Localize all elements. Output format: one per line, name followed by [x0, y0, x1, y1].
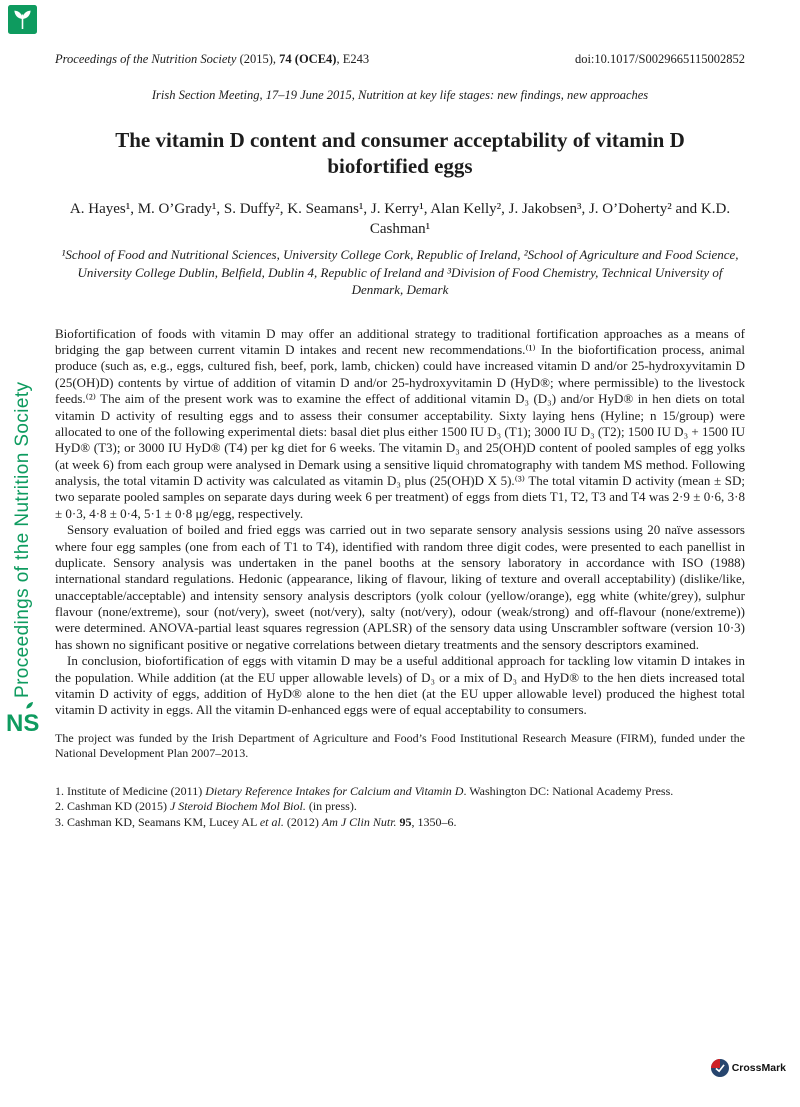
ns-monogram-logo: [6, 699, 44, 739]
ref-text: Cashman KD, Seamans KM, Lucey AL: [64, 814, 260, 829]
journal-name: Proceedings of the Nutrition Society: [55, 52, 237, 66]
crossmark-badge[interactable]: [711, 1059, 786, 1077]
ref-italic: J Steroid Biochem Mol Biol.: [169, 799, 306, 814]
nutrition-society-leaf-logo: [8, 5, 37, 34]
ref-number: 1.: [55, 783, 64, 798]
ref-text-end: . Washington DC: National Academy Press.: [463, 783, 674, 798]
crossmark-icon: [711, 1059, 729, 1077]
ref-italic: et al.: [259, 814, 284, 829]
citation-year: (2015),: [236, 52, 280, 66]
ref-text: Cashman KD (2015): [64, 799, 170, 814]
crossmark-label: CrossMark: [731, 1062, 786, 1074]
article-column: [55, 0, 745, 830]
reference-item-3: 3. Cashman KD, Seamans KM, Lucey AL et al. (2012) Am J Clin Nutr. 95, 1350–6.: [55, 814, 457, 829]
ref-journal-italic: Am J Clin Nutr.: [321, 814, 397, 829]
funding-note: The project was funded by the Irish Department of Agriculture and Food’s Food Institutional Research Measure (FIRM), funded under the National Development Plan 2007–2013.: [55, 730, 745, 760]
ns-logo-icon: [6, 699, 44, 739]
citation-volume: 74 (OCE4): [279, 52, 337, 66]
ref-volume-bold: 95: [399, 814, 412, 829]
doi-text: doi:10.1017/S0029665115002852: [574, 52, 745, 66]
ref-text: Institute of Medicine (2011): [64, 783, 206, 798]
reference-item-1: [55, 784, 745, 800]
abstract-body: [55, 326, 745, 719]
abstract-paragraph-3: In conclusion, biofortification of eggs with vitamin D may be a useful additional approach for tackling low vitamin D intakes in the population. While addition (at the EU upper allowable levels) of D₃ or a mix of D₃ and HyD® to the hen diets increased total vitamin D activity of eggs, addition of HyD® alone to the hen diet (at the EU upper allowable level) produced the highest total vitamin D activity in eggs. All the vitamin D-enhanced eggs were of equal acceptability to consumers.: [55, 653, 745, 718]
meeting-line: Irish Section Meeting, 17–19 June 2015, Nutrition at key life stages: new findings, new approaches: [151, 88, 649, 102]
citation-line: [55, 52, 369, 67]
citation-row: [55, 52, 745, 67]
authors-line: A. Hayes¹, M. O’Grady¹, S. Duffy², K. Seamans¹, J. Kerry¹, Alan Kelly², J. Jakobsen³, J. O’Doherty² and K.D. Cashman¹: [69, 200, 731, 237]
ref-text-end: (in press).: [305, 799, 357, 814]
leaf-icon: [8, 5, 37, 34]
svg-text:NS: NS: [6, 710, 40, 737]
ref-number: 2.: [55, 799, 64, 814]
abstract-paragraph-2: Sensory evaluation of boiled and fried eggs was carried out in two separate sensory analysis sessions using 20 naïve assessors where four egg samples (one from each of T1 to T4), identified with random three digit codes, were presented to each panellist in duplicate. Sensory analysis was undertaken in the panel booths at the sensory laboratory in accordance with ISO (1988) international standard regulations. Hedonic (appearance, liking of flavour, liking of texture and overall acceptability) (dislike/like, unacceptable/acceptable) and intensity sensory analysis descriptors (yolk colour (yellow/orange), egg white (white/grey), sulphur flavour (none/extreme), sour (not/very), sweet (not/very), salty (not/very), odour (weak/strong) and off-flavour (none/extreme)) were determined. ANOVA-partial least squares regression (APLSR) of the sensory data using Unscrambler software (version 10·3) has shown no significant positive or negative correlations between dietary treatments and the sensory descriptors examined.: [55, 522, 745, 652]
sidebar-journal-title: Proceedings of the Nutrition Society: [12, 381, 33, 698]
ref-number: 3.: [55, 814, 64, 829]
reference-list: [55, 784, 745, 831]
ref-italic: Dietary Reference Intakes for Calcium and Vitamin D: [205, 783, 464, 798]
affiliations: ¹School of Food and Nutritional Sciences, University College Cork, Republic of Ireland, ²School of Agriculture and Food Science, University College Dublin, Belfield, Dublin 4, Republic of Ireland and ³Division of Food Chemistry, Technical University of Denmark, Demark: [61, 247, 739, 298]
citation-page: , E243: [336, 52, 370, 66]
ref-text-end: , 1350–6.: [411, 814, 457, 829]
reference-item-2: [55, 799, 745, 815]
article-title: The vitamin D content and consumer acceptability of vitamin D biofortified eggs: [115, 128, 685, 179]
abstract-paragraph-1: Biofortification of foods with vitamin D may offer an additional strategy to traditional fortification approaches as a means of bridging the gap between current vitamin D intakes and recent new recommendations.⁽¹⁾ In the biofortification process, animal produce (such as, e.g., eggs, cultured fish, beef, pork, lamb, chicken) could have increased vitamin D and/or 25-hydroxyvitamin D (25(OH)D) contents by virtue of addition of vitamin D and/or 25-hydroxyvitamin D (HyD®; where permissible) to the livestock feeds.⁽²⁾ The aim of the present work was to examine the effect of additional vitamin D₃ (D₃) and/or HyD® in hen diets on total vitamin D activity of resulting eggs and to assess their consumer acceptability. Sixty laying hens (Hyline; n 15/group) were allocated to one of the following experimental diets: basal diet plus either 1500 IU D₃ (T1); 3000 IU D₃ (T2); 1500 IU D₃ + 1500 IU HyD® (T3); or 3000 IU HyD® (T4) per kg diet for 6 weeks. The vitamin D₃ and 25(OH)D content of pooled samples of egg yolks (at week 6) from each group were analysed in Demark using a sensitive liquid chromatography with tandem MS method. Following analysis, the total vitamin D activity was calculated as vitamin D₃ plus (25(OH)D X 5).⁽³⁾ The total vitamin D activity (mean ± SD; two separate pooled samples on separate days during week 6 per treatment) of eggs from diets T1, T2, T3 and T4 was 2·9 ± 0·6, 3·8 ± 0·3, 4·8 ± 0·4, 5·1 ± 0·8 μg/egg, respectively.: [55, 325, 745, 521]
